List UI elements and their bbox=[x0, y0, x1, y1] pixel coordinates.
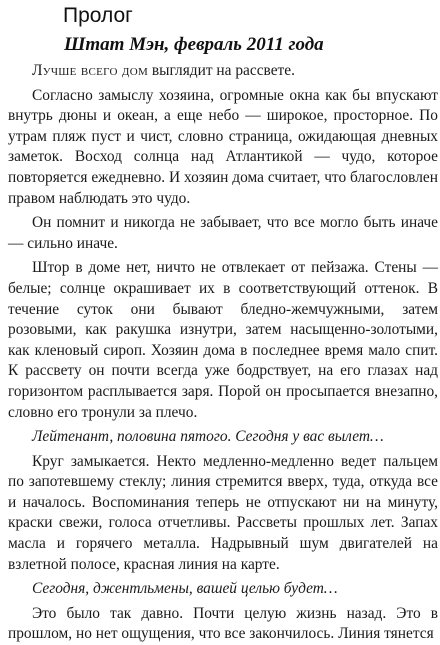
body-text bbox=[8, 61, 438, 645]
paragraph: Штор в доме нет, ничто не отвлекает от пейзажа. Стены — белые; солнце окрашивает их в соответствующий оттенок. В течение суток они бывают бледно-жемчужными, затем розовыми, как ракушка изнутри, затем насыщенно-золотыми, как кленовый сироп. Хозяин дома в последнее время мало спит. К рассвету он почти всегда уже бодрствует, на его глазах над горизонтом расплывается заря. Порой он просыпается внезапно, словно его тронули за плечо. bbox=[8, 259, 438, 421]
italic-paragraph: Сегодня, джентльмены, вашей целью будет… bbox=[32, 580, 338, 598]
chapter-subtitle: Штат Мэн, февраль 2011 года bbox=[64, 34, 324, 55]
italic-paragraph: Лейтенант, половина пятого. Сегодня у вас вылет… bbox=[32, 428, 384, 446]
paragraph: Согласно замыслу хозяина, огромные окна как бы впускают внутрь дюны и океан, а еще небо — широкое, просторное. По утрам пляж пуст и чист, словно страница, ожидающая дневных заметок. Восход солнца над Атлантикой — чудо, которое повторяется ежедневно. И хозяин дома считает, что благословлен правом наблюдать это чудо. bbox=[8, 86, 438, 207]
chapter-title: Пролог bbox=[63, 4, 133, 27]
paragraph: Круг замыкается. Некто медленно-медленно ведет пальцем по запотевшему стеклу; линия стремится вверх, туда, откуда все и началось. Воспоминания теперь не отпускают ни на минуту, краски свежи, голоса отчетливы. Рассветы прошлых лет. Запах масла и горячего металла. Надрывный шум двигателей на взлетной полосе, красная линия на карте. bbox=[8, 452, 438, 573]
paragraph: Это было так давно. Почти целую жизнь назад. Это в прошлом, но нет ощущения, что все закончилось. Линия тянется bbox=[8, 604, 438, 643]
paragraph: Лучше всего дом выглядит на рассвете. bbox=[32, 62, 295, 79]
paragraph-lead: Лучше всего дом bbox=[32, 62, 149, 79]
paragraph: Он помнит и никогда не забывает, что все могло быть иначе — сильно иначе. bbox=[8, 214, 438, 252]
